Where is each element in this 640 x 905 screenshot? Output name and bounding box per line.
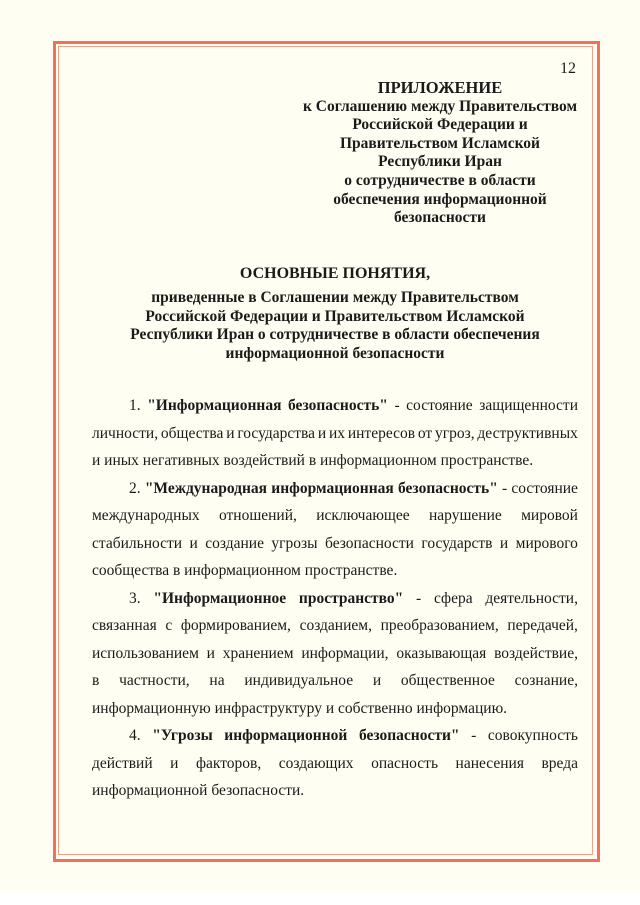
annex-line: Российской Федерации и (352, 116, 528, 134)
annex-heading: ПРИЛОЖЕНИЕ (377, 78, 503, 97)
definition-term-word: "Международная (144, 479, 268, 497)
definition-number: 3. (129, 589, 141, 607)
paragraph-line (92, 777, 578, 805)
definition-word: индивидуальное (244, 672, 354, 689)
paragraph-line (92, 420, 578, 448)
definition-text: информационную инфраструктуру и собственно информацию. (92, 699, 508, 717)
annex-line: к Соглашению между Правительством (302, 97, 578, 115)
definition-number: 1. (129, 397, 141, 414)
paragraph-line (92, 695, 578, 723)
annex-line: о сотрудничестве в области (344, 171, 536, 189)
annex-line: безопасности (394, 209, 486, 227)
definition-number: 2. (129, 479, 141, 497)
definition-text: и иных негативных воздействий в информационном пространстве. (92, 452, 534, 469)
definition-word: и (372, 672, 382, 689)
definition-word: вреда (541, 754, 578, 772)
bottom-strip (0, 893, 640, 905)
definition-word: - (416, 589, 422, 607)
annex-line: Правительством Исламской (340, 134, 540, 152)
definition-word: их (328, 424, 346, 442)
definition-word: и (206, 644, 215, 662)
definition-term-word: безопасность" (398, 479, 498, 497)
definition-paragraph (92, 722, 578, 805)
definition-word: мировой (521, 507, 578, 524)
definition-word: исключающее (316, 507, 410, 524)
definition-word: мирового (515, 534, 578, 552)
paragraph-line (92, 557, 578, 585)
definition-word: безопасности (325, 534, 414, 552)
paragraph-line (92, 612, 578, 640)
definition-word: преобразованием, (380, 617, 499, 634)
definition-word: и (226, 424, 235, 442)
definition-word: частности, (119, 672, 190, 689)
annex-line: Республики Иран (378, 153, 502, 171)
definition-term-word: безопасности" (358, 727, 460, 744)
definition-word: создание (205, 534, 264, 552)
definition-word: - (502, 479, 508, 497)
definition-word: нанесения (455, 754, 524, 772)
definition-word: деятельности, (485, 589, 578, 607)
definition-term-word: пространство" (298, 589, 404, 607)
definition-word: воздействие, (494, 644, 578, 662)
definition-word: состояние (406, 397, 473, 414)
definition-word: - (471, 727, 477, 744)
definition-word: стабильности (92, 534, 183, 552)
definition-word: государств (421, 534, 493, 552)
definition-term-word: безопасность" (288, 397, 388, 414)
definition-word: факторов, (195, 754, 262, 772)
paragraph-line (92, 447, 578, 475)
definition-word: хранением (222, 644, 294, 662)
definition-term-word: информационной (224, 727, 348, 744)
subtitle-line: приведенные в Соглашении между Правительством (151, 289, 519, 306)
definition-word: угрозы (271, 534, 318, 552)
definition-word: создающих (278, 754, 354, 772)
definition-paragraph (92, 585, 578, 723)
annex-heading-block (290, 79, 590, 228)
definition-word: отношений, (218, 507, 297, 524)
definition-term-word: "Угрозы (152, 727, 213, 744)
paragraph-line (92, 530, 578, 558)
definition-word: нарушение (428, 507, 502, 524)
definition-word: с (165, 617, 173, 634)
definition-word: формированием, (180, 617, 291, 634)
definition-word: интересов (347, 424, 416, 442)
definition-text: сообщества в информационном пространстве. (92, 562, 398, 579)
definition-word: и (170, 754, 179, 772)
paragraph-line (92, 667, 578, 695)
annex-line: обеспечения информационной (333, 190, 547, 208)
definition-word: государства (237, 424, 316, 442)
definition-word: опасность (371, 754, 439, 772)
definition-term-word: информационная (271, 479, 394, 497)
definition-word: личности, (92, 424, 159, 442)
definition-word: созданием, (299, 617, 372, 634)
definition-term-word: "Информационная (147, 397, 282, 414)
definition-word: угроз, (435, 424, 475, 442)
definition-term-word: "Информационное (153, 589, 287, 607)
definition-word: и (499, 534, 509, 552)
definition-word: оказывающая (396, 644, 487, 662)
definition-word: сфера (433, 589, 473, 607)
page-number: 12 (560, 60, 576, 77)
definition-word: защищенности (479, 397, 578, 414)
paragraph-line (92, 392, 578, 420)
definition-paragraph (92, 392, 578, 475)
definition-word: в (92, 672, 100, 689)
definition-word: и (317, 424, 327, 442)
definition-word: совокупность (487, 727, 578, 744)
definitions-body (92, 392, 578, 805)
subtitle-line: Российской Федерации и Правительством Исламской (145, 307, 525, 325)
paragraph-line (92, 640, 578, 668)
definition-word: деструктивных (477, 424, 578, 442)
definition-word: - (394, 397, 400, 414)
definition-word: передачей, (507, 617, 578, 634)
paragraph-line (92, 722, 578, 750)
definition-word: общественное (400, 672, 495, 689)
definition-word: и (189, 534, 198, 552)
document-title: ОСНОВНЫЕ ПОНЯТИЯ, (239, 265, 431, 282)
definition-text: информационной безопасности. (92, 782, 305, 799)
definition-word: использованием (92, 644, 199, 662)
definition-word: состояние (511, 479, 578, 497)
definition-word: общества (160, 424, 224, 442)
definition-word: на (209, 672, 225, 689)
document-subtitle (92, 289, 578, 364)
paragraph-line (92, 502, 578, 530)
definition-word: связанная (92, 617, 157, 634)
paragraph-line (92, 750, 578, 778)
paragraph-line (92, 585, 578, 613)
paragraph-line (92, 475, 578, 503)
definition-word: сознание, (514, 672, 578, 689)
definition-word: от (417, 424, 433, 442)
subtitle-line: информационной безопасности (225, 345, 445, 363)
definition-word: действий (92, 754, 153, 772)
definition-word: международных (92, 507, 200, 524)
subtitle-line: Республики Иран о сотрудничестве в области обеспечения (130, 326, 540, 344)
definition-paragraph (92, 475, 578, 585)
definition-number: 4. (129, 727, 141, 744)
definition-word: информации, (301, 644, 389, 662)
